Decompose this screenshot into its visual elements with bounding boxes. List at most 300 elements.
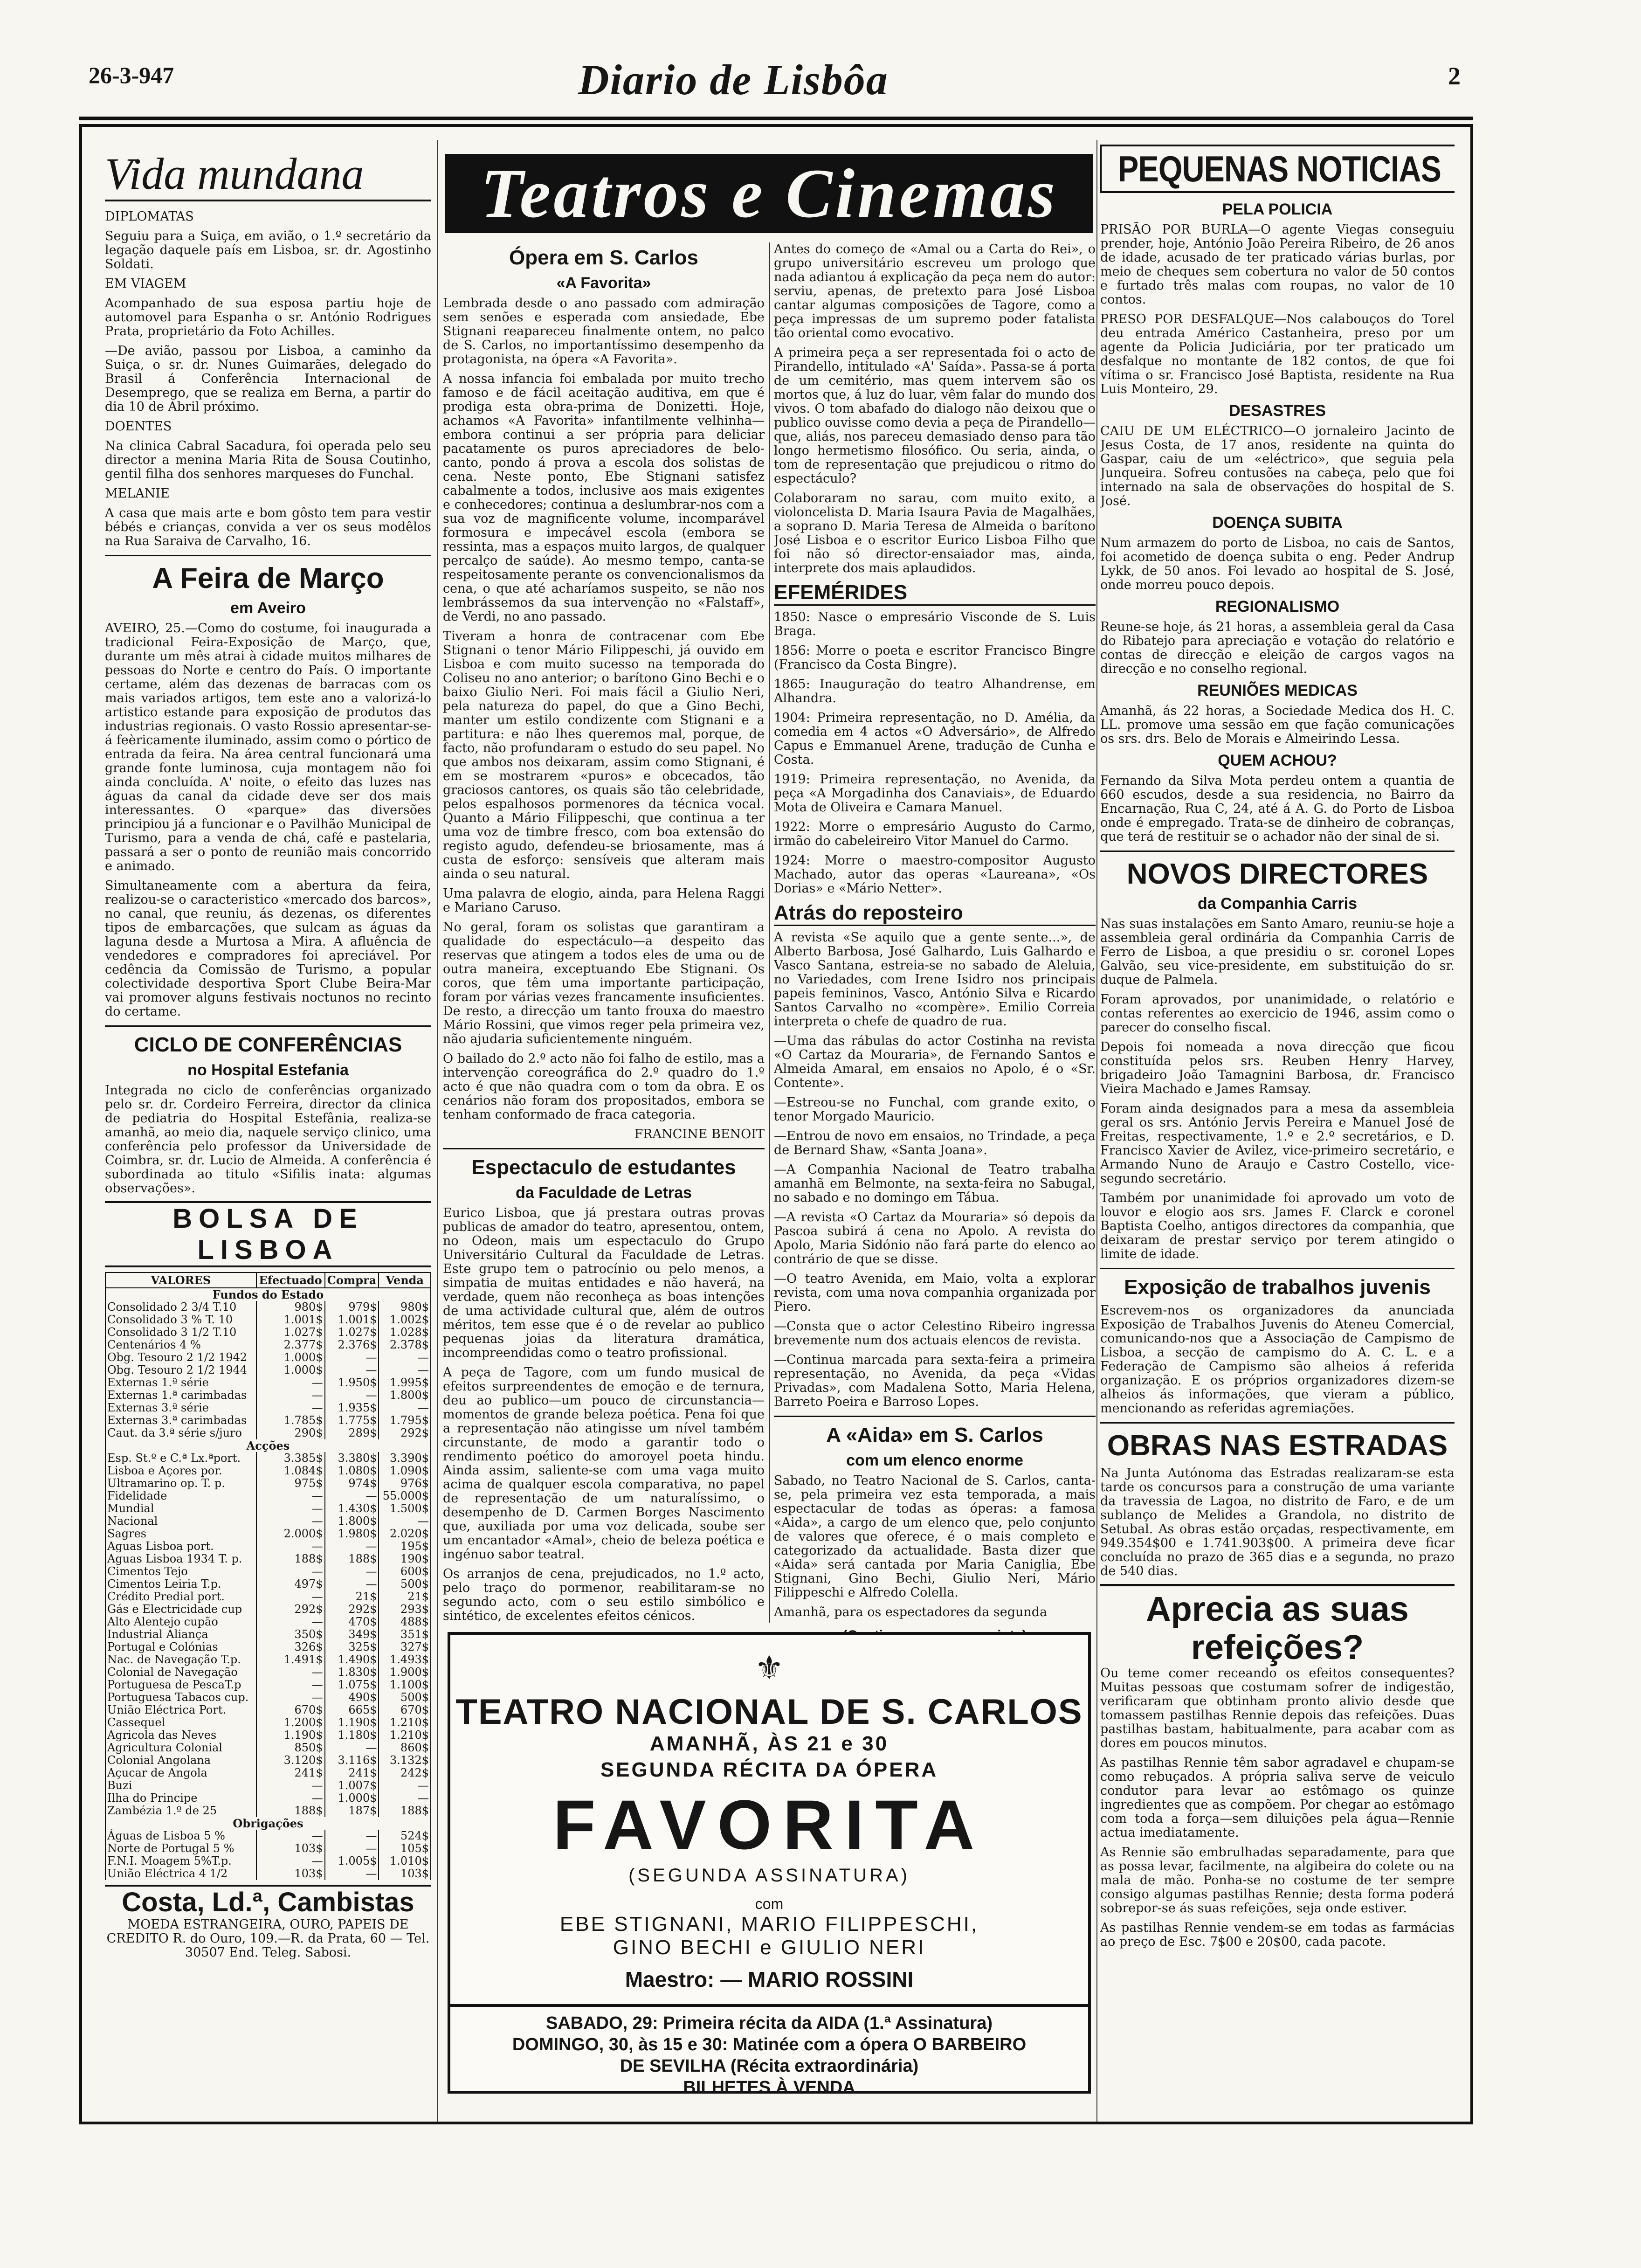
paragraph: A nossa infancia foi embalada por muito trecho famoso e de fácil aceitação auditiva, em que é prodiga esta obra-prima de Donizetti. Hoje, achamos «A Favorita» infantilmente velhinha—embora continui a ser própria para deliciar pacatamente os puros apreciadores de belo-canto, pondo á prova a escola dos solistas de cena. Neste ponto, Ebe Stignani satisfez cabalmente a todos, inclusive aos mais exigentes e conhecedores; continua a deslumbrar-nos com a sua voz de magnificente volume, incomparável formosura e impecável escola (embora se ressinta, mas a espaços muito largos, de qualquer percalço de saúde). Ao mesmo tempo, canta-se respeitosamente perante os convencionalismos da cena, o que até acharíamos suspeito, se não nos lembrássemos da sua intervenção no «Falstaff», de Verdi, no ano passado. bbox=[443, 372, 765, 624]
price-cell: 1.950$ bbox=[325, 1376, 379, 1389]
table-row bbox=[105, 1792, 431, 1805]
paragraph: As pastilhas Rennie têm sabor agradavel e chupam-se como rebuçados. A própria saliva serve de veiculo condutor para levar ao estômago os quinze ingredientes que as compõem. Por chegar ao estômago com toda a força—sem diluições pela água—Rennie actua imediatamente. bbox=[1100, 1756, 1455, 1840]
table-row bbox=[105, 1490, 431, 1502]
crest-icon: ⚜ bbox=[754, 1650, 784, 1686]
ad-schedule-line: SABADO, 29: Primeira récita da AIDA (1.ª Assinatura) bbox=[545, 2013, 993, 2033]
theatre-advertisement bbox=[448, 1632, 1091, 2097]
table-row bbox=[105, 1553, 431, 1565]
aida-title: A «Aida» em S. Carlos bbox=[826, 1424, 1043, 1446]
price-cell: 1.010$ bbox=[379, 1855, 431, 1867]
price-cell: 1.075$ bbox=[325, 1679, 379, 1691]
price-cell: 1.493$ bbox=[379, 1653, 431, 1666]
security-name: Esp. St.º e C.ª Lx.ªport. bbox=[105, 1452, 256, 1465]
table-row bbox=[105, 1427, 431, 1439]
table-row bbox=[105, 1830, 431, 1842]
table-row bbox=[105, 1364, 431, 1376]
security-name: Consolidado 3 % T. 10 bbox=[105, 1314, 256, 1326]
price-cell: — bbox=[256, 1402, 325, 1414]
price-cell: 670$ bbox=[379, 1704, 431, 1716]
price-cell: — bbox=[325, 1742, 379, 1754]
price-cell: 21$ bbox=[379, 1590, 431, 1603]
price-cell: 1.830$ bbox=[325, 1666, 379, 1679]
price-cell: — bbox=[379, 1515, 431, 1528]
price-cell: 241$ bbox=[325, 1767, 379, 1779]
security-name: Sagres bbox=[105, 1528, 256, 1540]
price-cell: 1.795$ bbox=[379, 1414, 431, 1427]
column-rule bbox=[437, 140, 438, 2122]
table-row bbox=[105, 1389, 431, 1402]
opera-subtitle: «A Favorita» bbox=[556, 274, 651, 292]
paragraph: Escrevem-nos os organizadores da anunciada Exposição de Trabalhos Juvenis do Ateneu Comercial, comunicando-nos que a Associação de Campismo de Lisboa, a secção de campismo do A. C. L. e a Federação de Campismo são alheios á referida organização. E os próprios organizadores dizem-se alheios ás informações, que vieram a público, mencionando as referidas agremiações. bbox=[1100, 1303, 1455, 1416]
price-cell: — bbox=[379, 1364, 431, 1376]
security-name: Nac. de Navegação T.p. bbox=[105, 1653, 256, 1666]
price-cell: 2.378$ bbox=[379, 1339, 431, 1351]
price-cell: 325$ bbox=[325, 1641, 379, 1653]
section-label: Fundos do Estado bbox=[105, 1288, 431, 1301]
paragraph: Fernando da Silva Mota perdeu ontem a quantia de 660 escudos, desde a sua residencia, no Bairro da Encarnação, Rua C, 24, até á A. G. do Porto de Lisboa onde é empregado. Trata-se de dinheiro de cobranças, que terá de restituir se o achador não der sinal de si. bbox=[1100, 774, 1455, 844]
column-header: Compra bbox=[325, 1272, 379, 1288]
price-cell: — bbox=[325, 1389, 379, 1402]
table-row bbox=[105, 1679, 431, 1691]
price-cell: 1.100$ bbox=[379, 1679, 431, 1691]
paragraph: Foram ainda designados para a mesa da assembleia geral os srs. António Jervis Pereira e Manuel José de Freitas, respectivamente, 1.º e 2.º secretários, e D. Francisco Xavier de Avilez, vice-primeiro secretário, e Armando Nuno de Araujo e Castro Costello, vice-segundo secretário. bbox=[1100, 1101, 1455, 1186]
price-cell: — bbox=[256, 1691, 325, 1704]
price-cell: 195$ bbox=[379, 1540, 431, 1553]
security-name: Externas 1.ª carimbadas bbox=[105, 1389, 256, 1402]
exposicao-title: Exposição de trabalhos juvenis bbox=[1124, 1276, 1431, 1299]
price-cell: — bbox=[379, 1792, 431, 1805]
ad-cast-line: EBE STIGNANI, MARIO FILIPPESCHI, bbox=[559, 1913, 979, 1936]
price-cell: — bbox=[379, 1351, 431, 1364]
paragraph: —A Companhia Nacional de Teatro trabalha amanhã em Belmonte, na sexta-feira no Sabugal, no sabado e no domingo em Tábua. bbox=[774, 1162, 1096, 1205]
price-cell: 242$ bbox=[379, 1767, 431, 1779]
price-cell: 1.210$ bbox=[379, 1729, 431, 1742]
price-cell: — bbox=[256, 1679, 325, 1691]
paragraph: —A revista «O Cartaz da Mouraria» só depois da Pascoa subirá á cena no Apolo. A revista do Apolo, Maria Sidónio não fará parte do elenco ao contrário de que se disse. bbox=[774, 1210, 1096, 1266]
paragraph: O bailado do 2.º acto não foi falho de estilo, mas a intervenção coreográfica do 2.º quadro do 1.º acto é que não quadra com o tom da obra. E os cenários não foram dos propositados, embora se tenham conformado de fraca categoria. bbox=[443, 1051, 765, 1122]
security-name: Colonial de Navegação bbox=[105, 1666, 256, 1679]
table-row bbox=[105, 1515, 431, 1528]
price-cell: — bbox=[256, 1515, 325, 1528]
price-cell: 3.385$ bbox=[256, 1452, 325, 1465]
security-name: Ultramarino op. T. p. bbox=[105, 1477, 256, 1490]
doenca-title: DOENÇA SUBITA bbox=[1212, 514, 1343, 532]
security-name: Industrial Aliança bbox=[105, 1628, 256, 1641]
price-cell: 1.491$ bbox=[256, 1653, 325, 1666]
aida-subtitle: com um elenco enorme bbox=[846, 1452, 1023, 1469]
price-cell: 3.132$ bbox=[379, 1754, 431, 1767]
paragraph: 1919: Primeira representação, no Avenida, da peça «A Morgadinha dos Canaviais», de Eduardo Mota de Oliveira e Camara Manuel. bbox=[774, 772, 1096, 815]
masthead-rule bbox=[79, 117, 1473, 120]
price-cell: — bbox=[256, 1376, 325, 1389]
table-row bbox=[105, 1855, 431, 1867]
price-cell: 488$ bbox=[379, 1616, 431, 1628]
security-name: Obg. Tesouro 2 1/2 1942 bbox=[105, 1351, 256, 1364]
novos-directores-subtitle: da Companhia Carris bbox=[1198, 895, 1357, 913]
table-row bbox=[105, 1314, 431, 1326]
paragraph: Depois foi nomeada a nova direcção que ficou constituída pelos srs. Reuben Henry Harvey, brigadeiro João Tamagnini Barbosa, dr. Francisco Vieira Machado e James Ramsay. bbox=[1100, 1040, 1455, 1096]
security-name: União Eléctrica Port. bbox=[105, 1704, 256, 1716]
table-row bbox=[105, 1590, 431, 1603]
security-name: Externas 1.ª série bbox=[105, 1376, 256, 1389]
price-cell: 188$ bbox=[256, 1805, 325, 1817]
table-row bbox=[105, 1351, 431, 1364]
paragraph: Colaboraram no sarau, com muito exito, a violoncelista D. Maria Isaura Pavia de Magalhães, a soprano D. Maria Teresa de Almeida o barítono José Lisboa e o escritor Eurico Lisboa Filho que foi não só director-ensaiador mas, ainda, interprete dos mais aplaudidos. bbox=[774, 491, 1096, 575]
price-cell: — bbox=[379, 1779, 431, 1792]
price-cell: 1.002$ bbox=[379, 1314, 431, 1326]
divider bbox=[1100, 850, 1455, 852]
price-cell: — bbox=[379, 1402, 431, 1414]
paragraph: Tiveram a honra de contracenar com Ebe Stignani o tenor Mário Filippeschi, já ouvido em Lisboa e com muito sucesso na temporada do Coliseu no ano anterior; o barítono Gino Bechi e o baixo Giulio Neri. Foi mais fácil a Giulio Neri, pela natureza do papel, do que a Gino Bechi, manter um estilo condizente com Stignani e a partitura: e não lhes queremos mal, porque, de facto, não profundaram o estudo do seu papel. No que ambos nos deixaram, assim como Stignani, é em se mostrarem «puros» e obcecados, tão graciosos cantores, os quais são tão celebridade, pelos espalhosos pormenores da técnica vocal. Quanto a Mário Filippeschi, que continua a ter uma voz de timbre fresco, com boa extensão do registo agudo, defendeu-se briosamente, mas á custa de esforço: sensíveis que alteram mais ainda o seu natural. bbox=[443, 629, 765, 881]
price-cell: — bbox=[256, 1666, 325, 1679]
table-row bbox=[105, 1402, 431, 1414]
section-banner: Teatros e Cinemas bbox=[445, 154, 1093, 233]
ad-cast-line: GINO BECHI e GIULIO NERI bbox=[613, 1936, 926, 1959]
paragraph: 1856: Morre o poeta e escritor Francisco Bingre (Francisco da Costa Bingre). bbox=[774, 643, 1096, 672]
paragraph: EM VIAGEM bbox=[105, 277, 186, 291]
security-name: Cimentos Tejo bbox=[105, 1565, 256, 1578]
security-name: Colonial Angolana bbox=[105, 1754, 256, 1767]
price-cell: — bbox=[256, 1590, 325, 1603]
paragraph: Eurico Lisboa, que já prestara outras provas publicas de amador do teatro, apresentou, ontem, no Odeon, mais um espectaculo do Grupo Universitário Cultural da Faculdade de Letras. Este grupo tem o patrocínio ou pelo menos, a simpatia de muitas entidades e não haverá, na verdade, quem não reconheça as boas intenções de uma actividade cultural que, além de outros méritos, tem esse que é o de revelar ao publico pequenas joias da literatura dramática, incompreendidas como o teatro profissional. bbox=[443, 1206, 765, 1360]
price-cell: 1.027$ bbox=[256, 1326, 325, 1339]
column-rule bbox=[1096, 140, 1097, 2122]
security-name: União Eléctrica 4 1/2 bbox=[105, 1867, 256, 1880]
table-section-row bbox=[105, 1439, 431, 1452]
price-cell: 55.000$ bbox=[379, 1490, 431, 1502]
price-cell: 350$ bbox=[256, 1628, 325, 1641]
column-rule bbox=[769, 242, 770, 1623]
price-cell: — bbox=[325, 1842, 379, 1855]
paragraph: 1904: Primeira representação, no D. Amélia, da comedia em 4 actos «O Adversário», de Alfredo Capus e Emmanuel Arene, tradução de Cunha e Costa. bbox=[774, 711, 1096, 767]
price-cell: 292$ bbox=[379, 1427, 431, 1439]
price-cell: — bbox=[256, 1830, 325, 1842]
table-row bbox=[105, 1805, 431, 1817]
price-cell: 1.090$ bbox=[379, 1465, 431, 1477]
price-cell: 1.028$ bbox=[379, 1326, 431, 1339]
security-name: Açucar de Angola bbox=[105, 1767, 256, 1779]
masthead-title: Diario de Lisbôa bbox=[578, 56, 889, 104]
paragraph: Na Junta Autónoma das Estradas realizaram-se esta tarde os concursos para a construção de uma variante da travessia de Lagoa, no distrito de Faro, e de um sublanço de Melides a Grandola, no distrito de Setubal. As obras estão orçadas, respectivamente, em 949.354$00 e 1.741.903$00. A primeira deve ficar concluída no prazo de 365 dias e a segunda, no prazo de 540 dias. bbox=[1100, 1466, 1455, 1578]
paragraph: DIPLOMATAS bbox=[105, 209, 194, 224]
table-section-row bbox=[105, 1817, 431, 1830]
ciclo-subtitle: no Hospital Estefania bbox=[187, 1061, 349, 1079]
price-cell: 188$ bbox=[256, 1553, 325, 1565]
feira-subtitle: em Aveiro bbox=[230, 599, 306, 617]
price-cell: — bbox=[256, 1792, 325, 1805]
price-cell: 349$ bbox=[325, 1628, 379, 1641]
costa-text: MOEDA ESTRANGEIRA, OURO, PAPEIS DE CREDITO R. do Ouro, 109.—R. da Prata, 60 — Tel. 30507 End. Teleg. Sabosi. bbox=[106, 1917, 430, 1960]
costa-title: Costa, Ld.ª, Cambistas bbox=[105, 1885, 431, 1918]
column-4 bbox=[1100, 145, 1455, 2122]
table-row bbox=[105, 1528, 431, 1540]
paragraph: A revista «Se aquilo que a gente sente...», de Alberto Barbosa, José Galhardo, Luis Galhardo e Vasco Santana, estreia-se no sabado de Aleluia, no Variedades, com Irene Isidro nos principais papeis femininos, Vasco, António Silva e Ricardo Santos Carvalho no «compère». Emilio Correia interpreta o chefe de quadro de rua. bbox=[774, 930, 1096, 1029]
security-name: Águas de Lisboa 5 % bbox=[105, 1830, 256, 1842]
price-cell: 974$ bbox=[325, 1477, 379, 1490]
price-cell: 187$ bbox=[325, 1805, 379, 1817]
section-label: Obrigações bbox=[105, 1817, 431, 1830]
price-cell: 103$ bbox=[256, 1867, 325, 1880]
security-name: Cimentos Leiria T.p. bbox=[105, 1578, 256, 1590]
paragraph: —Continua marcada para sexta-feira a primeira representação, no Avenida, da peça «Vidas Privadas», com Madalena Sotto, Maria Helena, Barreto Poeira e Barroso Lopes. bbox=[774, 1353, 1096, 1409]
price-cell: 103$ bbox=[256, 1842, 325, 1855]
price-cell: 860$ bbox=[379, 1742, 431, 1754]
security-name: Mundial bbox=[105, 1502, 256, 1515]
paragraph: Foram aprovados, por unanimidade, o relatório e contas referentes ao exercicio de 1946, assim como o parecer do conselho fiscal. bbox=[1100, 992, 1455, 1035]
paragraph: Amanhã, ás 22 horas, a Sociedade Medica dos H. C. LL. promove uma sessão em que fação comunicações os srs. drs. Belo de Morais e Almeirindo Lessa. bbox=[1100, 704, 1455, 746]
price-cell: 980$ bbox=[256, 1301, 325, 1314]
paragraph: No geral, foram os solistas que garantiram a qualidade do espectáculo—a despeito das reservas que atingem a todos eles de uma ou de outra maneira, exceptuando Ebe Stignani. Os coros, que têm uma importante participação, foram por várias vezes francamente insuficientes. De resto, a direcção um tanto frouxa do maestro Mário Rossini, que vimos reger pela primeira vez, não ajudaria suficientemente ninguém. bbox=[443, 920, 765, 1046]
paragraph: Uma palavra de elogio, ainda, para Helena Raggi e Mariano Caruso. bbox=[443, 886, 765, 915]
security-name: Alto Alentejo cupão bbox=[105, 1616, 256, 1628]
estudantes-subtitle: da Faculdade de Letras bbox=[516, 1184, 692, 1202]
paragraph: As Rennie são embrulhadas separadamente, para que as possa levar, facilmente, na algibeira do colete ou na mala de mão. Ponha-se no costume de ter sempre consigo algumas pastilhas Rennie; desta forma poderá sobrepor-se ás suas refeições, seja onde estiver. bbox=[1100, 1845, 1455, 1915]
table-row bbox=[105, 1641, 431, 1653]
price-cell: 21$ bbox=[325, 1590, 379, 1603]
price-cell: 1.980$ bbox=[325, 1528, 379, 1540]
price-cell: 1.190$ bbox=[325, 1716, 379, 1729]
regionalismo-title: REGIONALISMO bbox=[1215, 598, 1340, 615]
price-cell: 241$ bbox=[256, 1767, 325, 1779]
price-cell: 1.001$ bbox=[256, 1314, 325, 1326]
security-name: Consolidado 3 1/2 T.10 bbox=[105, 1326, 256, 1339]
paragraph: Acompanhado de sua esposa partiu hoje de automovel para Espanha o sr. António Rodrigues Prata, proprietário da Foto Achilles. bbox=[105, 296, 431, 339]
ad-com: com bbox=[755, 1895, 784, 1912]
paragraph: Nas suas instalações em Santo Amaro, reuniu-se hoje a assembleia geral ordinária da Companhia Carris de Ferro de Lisboa, a que presidiu o sr. coronel Lopes Galvão, seu vice-presidente, em substituição do sr. duque de Palmela. bbox=[1100, 917, 1455, 987]
price-cell: 665$ bbox=[325, 1704, 379, 1716]
price-cell: 1.005$ bbox=[325, 1855, 379, 1867]
table-row bbox=[105, 1616, 431, 1628]
paragraph: —Consta que o actor Celestino Ribeiro ingressa brevemente num dos actuais elencos de revista. bbox=[774, 1319, 1096, 1348]
price-cell: — bbox=[256, 1389, 325, 1402]
security-name: Portuguesa de PescaT.p bbox=[105, 1679, 256, 1691]
column-2 bbox=[443, 242, 765, 1842]
security-name: Agricola das Neves bbox=[105, 1729, 256, 1742]
price-cell: 188$ bbox=[379, 1805, 431, 1817]
table-row bbox=[105, 1628, 431, 1641]
paragraph: Na clinica Cabral Sacadura, foi operada pelo seu director a menina Maria Rita de Sousa Coutinho, gentil filha dos senhores marqueses do Funchal. bbox=[105, 439, 431, 481]
price-cell: — bbox=[256, 1540, 325, 1553]
price-cell: 1.080$ bbox=[325, 1465, 379, 1477]
price-cell: 600$ bbox=[379, 1565, 431, 1578]
security-name: Norte de Portugal 5 % bbox=[105, 1842, 256, 1855]
signature: FRANCINE BENOIT bbox=[634, 1127, 765, 1141]
price-cell: 1.900$ bbox=[379, 1666, 431, 1679]
price-cell: 3.116$ bbox=[325, 1754, 379, 1767]
paragraph: —Estreou-se no Funchal, com grande exito, o tenor Morgado Mauricio. bbox=[774, 1095, 1096, 1124]
price-cell: 1.500$ bbox=[379, 1502, 431, 1515]
paragraph: —Entrou de novo em ensaios, no Trindade, a peça de Bernard Shaw, «Santa Joana». bbox=[774, 1129, 1096, 1157]
ciclo-title: CICLO DE CONFERÊNCIAS bbox=[134, 1033, 402, 1056]
divider bbox=[105, 1025, 431, 1027]
table-row bbox=[105, 1779, 431, 1792]
table-row bbox=[105, 1376, 431, 1389]
ad-assinatura: (SEGUNDA ASSINATURA) bbox=[628, 1865, 910, 1886]
security-name: Externas 3.ª carimbadas bbox=[105, 1414, 256, 1427]
table-row bbox=[105, 1301, 431, 1314]
ad-opera-title: FAVORITA bbox=[552, 1785, 986, 1864]
price-cell: 190$ bbox=[379, 1553, 431, 1565]
price-cell: 500$ bbox=[379, 1691, 431, 1704]
quem-achou-title: QUEM ACHOU? bbox=[1218, 752, 1337, 769]
price-cell: — bbox=[325, 1565, 379, 1578]
price-cell: 1.084$ bbox=[256, 1465, 325, 1477]
price-cell: 289$ bbox=[325, 1427, 379, 1439]
table-row bbox=[105, 1729, 431, 1742]
feira-title: A Feira de Março bbox=[152, 562, 384, 595]
price-cell: 3.390$ bbox=[379, 1452, 431, 1465]
column-1 bbox=[105, 145, 431, 2122]
price-cell: 103$ bbox=[379, 1867, 431, 1880]
ad-schedule-line: BILHETES À VENDA bbox=[683, 2078, 855, 2097]
bolsa-table bbox=[105, 1272, 431, 1880]
price-cell: 326$ bbox=[256, 1641, 325, 1653]
table-row bbox=[105, 1704, 431, 1716]
security-name: Crédito Predial port. bbox=[105, 1590, 256, 1603]
ad-schedule bbox=[450, 2004, 1088, 2098]
price-cell: 1.200$ bbox=[256, 1716, 325, 1729]
security-name: Buzi bbox=[105, 1779, 256, 1792]
price-cell: — bbox=[256, 1490, 325, 1502]
table-row bbox=[105, 1565, 431, 1578]
table-row bbox=[105, 1452, 431, 1465]
ad-theatre-name: TEATRO NACIONAL DE S. CARLOS bbox=[455, 1692, 1083, 1732]
price-cell: 470$ bbox=[325, 1616, 379, 1628]
security-name: Obg. Tesouro 2 1/2 1944 bbox=[105, 1364, 256, 1376]
security-name: Nacional bbox=[105, 1515, 256, 1528]
opera-title: Ópera em S. Carlos bbox=[509, 246, 698, 269]
security-name: Aguas Lisboa port. bbox=[105, 1540, 256, 1553]
column-3 bbox=[774, 242, 1096, 1842]
security-name: Zambézia 1.º de 25 bbox=[105, 1805, 256, 1817]
column-header: Venda bbox=[379, 1272, 431, 1288]
table-row bbox=[105, 1465, 431, 1477]
paragraph: 1850: Nasce o empresário Visconde de S. Luis Braga. bbox=[774, 610, 1096, 638]
reunioes-title: REUNIÕES MEDICAS bbox=[1197, 682, 1358, 699]
divider bbox=[443, 1148, 765, 1149]
price-cell: 105$ bbox=[379, 1842, 431, 1855]
security-name: Centenários 4 % bbox=[105, 1339, 256, 1351]
bolsa-title: BOLSA DE LISBOA bbox=[105, 1201, 431, 1267]
obras-title: OBRAS NAS ESTRADAS bbox=[1107, 1430, 1448, 1462]
price-cell: 2.000$ bbox=[256, 1528, 325, 1540]
table-row bbox=[105, 1666, 431, 1679]
table-row bbox=[105, 1477, 431, 1490]
security-name: Portuguesa Tabacos cup. bbox=[105, 1691, 256, 1704]
price-cell: — bbox=[325, 1351, 379, 1364]
price-cell: — bbox=[325, 1490, 379, 1502]
price-cell: 351$ bbox=[379, 1628, 431, 1641]
price-cell: 292$ bbox=[325, 1603, 379, 1616]
table-row bbox=[105, 1414, 431, 1427]
price-cell: 975$ bbox=[256, 1477, 325, 1490]
paragraph: PRISÃO POR BURLA—O agente Viegas conseguiu prender, hoje, António João Pereira Ribeiro, de 26 anos de idade, acusado de ter praticado várias burlas, por meio de cheques sem cobertura no valor de 50 contos e furtado três malas com roupas, no valor de 10 contos. bbox=[1100, 222, 1455, 307]
price-cell: — bbox=[256, 1616, 325, 1628]
page-number: 2 bbox=[1448, 62, 1461, 90]
price-cell: 1.007$ bbox=[325, 1779, 379, 1792]
divider bbox=[105, 555, 431, 556]
paragraph: MELANIE bbox=[105, 486, 170, 501]
paragraph: —O teatro Avenida, em Maio, volta a explorar revista, com uma nova companhia organizada por Piero. bbox=[774, 1272, 1096, 1314]
price-cell: — bbox=[256, 1779, 325, 1792]
column-header: Efectuado bbox=[256, 1272, 325, 1288]
aprecia-title: Aprecia as suas refeições? bbox=[1100, 1584, 1455, 1666]
vida-mundana-title: Vida mundana bbox=[105, 148, 431, 201]
price-cell: 980$ bbox=[379, 1301, 431, 1314]
price-cell: 1.210$ bbox=[379, 1716, 431, 1729]
bolsa-body bbox=[105, 1288, 431, 1880]
paragraph: Sabado, no Teatro Nacional de S. Carlos, canta-se, pela primeira vez esta temporada, a mais espectacular de todas as óperas: a famosa «Aida», a cargo de um elenco que, pelo conjunto de valores que oferece, é o mais completo e categorizado da actualidade. Basta dizer que «Aida» será cantada por Maria Caniglia, Ebe Stignani, Gino Bechi, Giulio Neri, Mário Filippeschi e Alfredo Colella. bbox=[774, 1473, 1096, 1600]
price-cell: — bbox=[256, 1565, 325, 1578]
price-cell: 850$ bbox=[256, 1742, 325, 1754]
security-name: Aguas Lisboa 1934 T. p. bbox=[105, 1553, 256, 1565]
price-cell: 2.020$ bbox=[379, 1528, 431, 1540]
security-name: Cassequel bbox=[105, 1716, 256, 1729]
pequenas-noticias-title: PEQUENAS NOTICIAS bbox=[1100, 145, 1455, 193]
paragraph: A casa que mais arte e bom gôsto tem para vestir bébés e crianças, convida a ver os seus modêlos na Rua Saraiva de Carvalho, 16. bbox=[105, 506, 431, 548]
price-cell: 2.377$ bbox=[256, 1339, 325, 1351]
price-cell: 1.001$ bbox=[325, 1314, 379, 1326]
price-cell: 1.800$ bbox=[325, 1515, 379, 1528]
table-section-row bbox=[105, 1288, 431, 1301]
paragraph: Simultaneamente com a abertura da feira, realizou-se o caracteristico «mercado dos barcos», no canal, que reuniu, ás dezenas, os diferentes tipos de embarcações, que sulcam as águas da laguna desde a Murtosa a Mira. A afluência de vendedores e compradores foi apreciável. Por cedência da Comissão de Turismo, a popular colectividade desportiva Sport Clube Beira-Mar vai promover alguns festivais noctunos no recinto do certame. bbox=[105, 878, 431, 1019]
table-row bbox=[105, 1867, 431, 1880]
price-cell: 497$ bbox=[256, 1578, 325, 1590]
paragraph: —De avião, passou por Lisboa, a caminho da Suiça, o sr. dr. Nunes Guimarães, delegado do Brasil á Conferência Internacional de Desemprego, que se realiza em Berna, a partir do dia 10 de Abril próximo. bbox=[105, 344, 431, 414]
paragraph: 1922: Morre o empresário Augusto do Carmo, irmão do cabeleireiro Vitor Manuel do Carmo. bbox=[774, 820, 1096, 848]
divider bbox=[774, 1416, 1096, 1417]
price-cell: 1.490$ bbox=[325, 1653, 379, 1666]
security-name: F.N.I. Moagem 5%T.p. bbox=[105, 1855, 256, 1867]
price-cell: — bbox=[325, 1578, 379, 1590]
paragraph: PRESO POR DESFALQUE—Nos calabouços do Torel deu entrada Américo Castanheira, preso por um agente da Policia Judiciária, por ter praticado um desfalque no montante de 182 contos, de que foi vítima o sr. Francisco José Baptista, residente na Rua Luis Monteiro, 29. bbox=[1100, 312, 1455, 396]
security-name: Consolidado 2 3/4 T.10 bbox=[105, 1301, 256, 1314]
price-cell: — bbox=[325, 1830, 379, 1842]
security-name: Lisboa e Açores por. bbox=[105, 1465, 256, 1477]
price-cell: 292$ bbox=[256, 1603, 325, 1616]
price-cell: 293$ bbox=[379, 1603, 431, 1616]
divider bbox=[1100, 1268, 1455, 1269]
price-cell: 490$ bbox=[325, 1691, 379, 1704]
table-row bbox=[105, 1540, 431, 1553]
security-name: Caut. da 3.ª série s/juro bbox=[105, 1427, 256, 1439]
security-name: Fidelidade bbox=[105, 1490, 256, 1502]
paragraph: 1924: Morre o maestro-compositor Augusto Machado, autor das operas «Laureana», «Os Dorias» e «Mário Netter». bbox=[774, 853, 1096, 896]
table-row bbox=[105, 1339, 431, 1351]
price-cell: 979$ bbox=[325, 1301, 379, 1314]
price-cell: 1.430$ bbox=[325, 1502, 379, 1515]
paragraph: CAIU DE UM ELÉCTRICO—O jornaleiro Jacinto de Jesus Costa, de 17 anos, residente na quinta do Gaspar, caiu de um «eléctrico», que seguia pela Junqueira. Sofreu contusões na cabeça, pelo que foi internado na sala de observações do hospital de S. José. bbox=[1100, 424, 1455, 508]
paragraph: Ou teme comer receando os efeitos consequentes? Muitas pessoas que costumam sofrer de indigestão, verificaram que obtinham pronto alivio desde que tomassem pastilhas Rennie depois das refeições. Duas pastilhas bastam, habitualmente, para acabar com as dores em poucos minutos. bbox=[1100, 1666, 1455, 1750]
table-row bbox=[105, 1502, 431, 1515]
price-cell: 1.775$ bbox=[325, 1414, 379, 1427]
price-cell: 1.180$ bbox=[325, 1729, 379, 1742]
table-row bbox=[105, 1716, 431, 1729]
price-cell: — bbox=[325, 1364, 379, 1376]
price-cell: 670$ bbox=[256, 1704, 325, 1716]
price-cell: 1.000$ bbox=[256, 1364, 325, 1376]
price-cell: 1.027$ bbox=[325, 1326, 379, 1339]
price-cell: 1.785$ bbox=[256, 1414, 325, 1427]
paragraph: Reune-se hoje, ás 21 horas, a assembleia geral da Casa do Ribatejo para apreciação e votação do relatório e contas de direcção e eleição de cargos vagos na direcção e no conselho regional. bbox=[1100, 620, 1455, 676]
table-row bbox=[105, 1754, 431, 1767]
price-cell: 524$ bbox=[379, 1830, 431, 1842]
paragraph: —Uma das rábulas do actor Costinha na revista «O Cartaz da Mouraria», de Fernando Santos e Almeida Amaral, em ensaios no Apolo, é o «Sr. Contente». bbox=[774, 1034, 1096, 1090]
paragraph: Também por unanimidade foi aprovado um voto de louvor e elogio aos srs. James F. Clarck e coronel Baptista Coelho, antigos directores da companhia, que deixaram de prestar serviço por terem atingido o limite de idade. bbox=[1100, 1191, 1455, 1261]
price-cell: 188$ bbox=[325, 1553, 379, 1565]
paragraph: Antes do começo de «Amal ou a Carta do Rei», o grupo universitário escreveu um prologo que nada adiantou á explicação da peça nem do autor: serviu, apenas, de pretexto para José Lisboa cantar algumas composições de Tagore, como a peça impressas de um supremo poder fatalista tão oriental como evocativo. bbox=[774, 242, 1096, 340]
novos-directores-title: NOVOS DIRECTORES bbox=[1126, 858, 1428, 890]
